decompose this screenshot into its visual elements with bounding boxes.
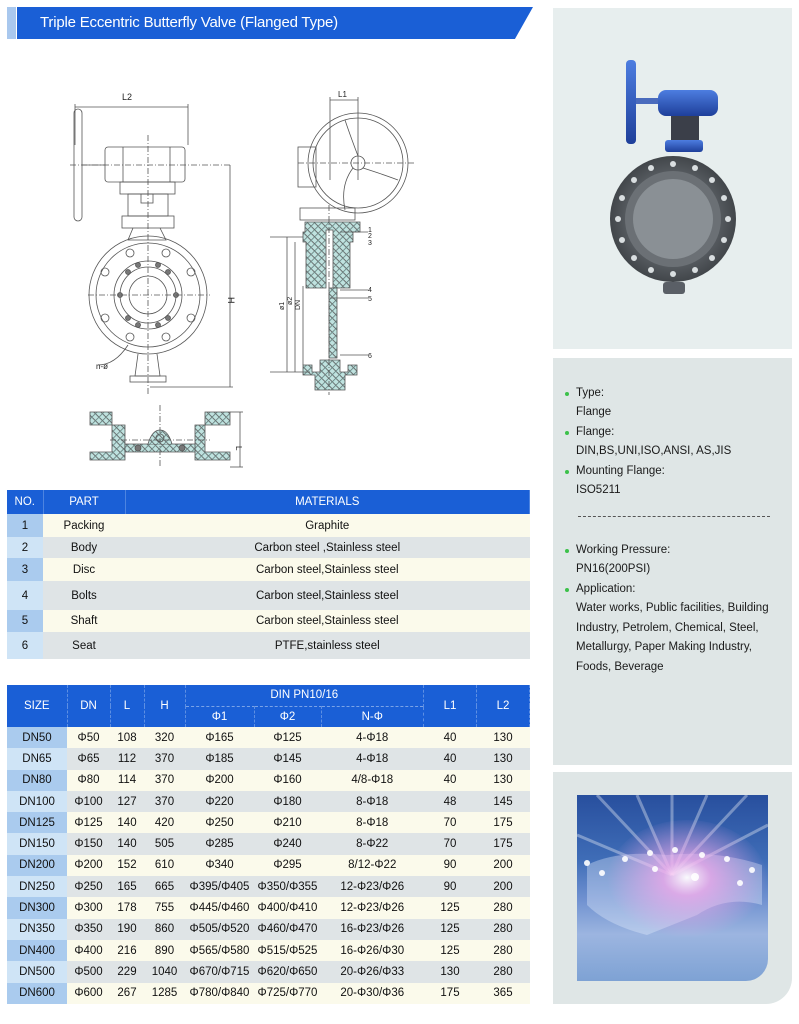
part-material: Carbon steel ,Stainless steel — [125, 537, 530, 558]
cell-size: DN300 — [7, 897, 67, 918]
part-no: 4 — [7, 581, 43, 610]
cell-phi1: Φ670/Φ715 — [185, 961, 254, 982]
table-row — [7, 961, 530, 982]
cell-l2: 145 — [477, 791, 530, 812]
cell-l1: 70 — [424, 812, 477, 833]
header-dn: DN — [67, 685, 110, 727]
callout-1: 1 — [368, 227, 372, 234]
part-material: Carbon steel,Stainless steel — [125, 581, 530, 610]
cell-dn: Φ125 — [67, 812, 110, 833]
spec-label: Flange: — [576, 426, 615, 438]
product-photo-panel — [553, 8, 792, 349]
cell-dn: Φ250 — [67, 876, 110, 897]
cell-size: DN500 — [7, 961, 67, 982]
spec-label: Working Pressure: — [576, 544, 671, 556]
bullet-icon — [565, 588, 569, 592]
phi1-dim-label: ø1 — [279, 301, 286, 310]
cell-l: 165 — [110, 876, 144, 897]
part-material: Carbon steel,Stainless steel — [125, 610, 530, 632]
callout-6: 6 — [368, 353, 372, 360]
part-no: 3 — [7, 558, 43, 581]
page-title: Triple Eccentric Butterfly Valve (Flanged Type) — [40, 14, 338, 31]
cell-h: 370 — [144, 770, 185, 791]
cell-phi2: Φ125 — [254, 727, 321, 748]
cell-l: 178 — [110, 897, 144, 918]
parts-materials-table — [7, 490, 530, 659]
cell-dn: Φ350 — [67, 919, 110, 940]
table-row — [7, 919, 530, 940]
cell-l1: 40 — [424, 770, 477, 791]
part-material: Graphite — [125, 514, 530, 537]
cell-dn: Φ600 — [67, 983, 110, 1004]
header-n-phi: N-Φ — [321, 706, 424, 727]
cell-l2: 175 — [477, 812, 530, 833]
bullet-icon — [565, 431, 569, 435]
cell-size: DN250 — [7, 876, 67, 897]
header-materials: MATERIALS — [125, 490, 530, 514]
cell-phi2: Φ725/Φ770 — [254, 983, 321, 1004]
l1-dim-label: L1 — [338, 90, 347, 99]
cell-phi2: Φ350/Φ355 — [254, 876, 321, 897]
part-name: Bolts — [43, 581, 125, 610]
spec-label: Mounting Flange: — [576, 465, 665, 477]
cell-dn: Φ65 — [67, 748, 110, 769]
part-name: Shaft — [43, 610, 125, 632]
cell-n-phi: 4-Φ18 — [321, 727, 424, 748]
world-network-graphic — [577, 795, 768, 981]
cell-dn: Φ150 — [67, 833, 110, 854]
cell-size: DN65 — [7, 748, 67, 769]
cell-phi1: Φ250 — [185, 812, 254, 833]
cell-phi2: Φ295 — [254, 855, 321, 876]
cell-n-phi: 12-Φ23/Φ26 — [321, 897, 424, 918]
cell-l1: 90 — [424, 855, 477, 876]
header-l2: L2 — [477, 685, 530, 727]
cell-n-phi: 4-Φ18 — [321, 748, 424, 769]
cell-n-phi: 12-Φ23/Φ26 — [321, 876, 424, 897]
cell-l2: 200 — [477, 855, 530, 876]
header-no: NO. — [7, 490, 43, 514]
cell-l2: 130 — [477, 770, 530, 791]
dn-dim-label: DN — [295, 299, 302, 310]
front-view-drawing — [60, 85, 260, 400]
cell-size: DN600 — [7, 983, 67, 1004]
table-row — [7, 876, 530, 897]
header-l: L — [110, 685, 144, 727]
cell-h: 890 — [144, 940, 185, 961]
cell-h: 610 — [144, 855, 185, 876]
cell-l: 216 — [110, 940, 144, 961]
cell-l1: 70 — [424, 833, 477, 854]
part-no: 2 — [7, 537, 43, 558]
bullet-icon — [565, 392, 569, 396]
table-row — [7, 770, 530, 791]
l-dim-label: L — [234, 446, 243, 451]
cell-l2: 280 — [477, 961, 530, 982]
cell-phi2: Φ515/Φ525 — [254, 940, 321, 961]
cell-phi2: Φ160 — [254, 770, 321, 791]
phi2-dim-label: ø2 — [287, 296, 294, 305]
table-row — [7, 581, 530, 610]
cell-l1: 48 — [424, 791, 477, 812]
cell-l2: 130 — [477, 727, 530, 748]
spec-value: Flange — [576, 406, 612, 418]
spec-label: Application: — [576, 583, 636, 595]
bolt-hole-label: n-ø — [96, 362, 108, 371]
cell-n-phi: 16-Φ26/Φ30 — [321, 940, 424, 961]
cell-l1: 125 — [424, 940, 477, 961]
part-no: 6 — [7, 632, 43, 659]
part-name: Disc — [43, 558, 125, 581]
cell-phi1: Φ565/Φ580 — [185, 940, 254, 961]
table-row — [7, 558, 530, 581]
cell-phi1: Φ505/Φ520 — [185, 919, 254, 940]
cell-size: DN350 — [7, 919, 67, 940]
cell-h: 320 — [144, 727, 185, 748]
header-phi1: Φ1 — [185, 706, 254, 727]
cell-phi1: Φ340 — [185, 855, 254, 876]
cell-size: DN200 — [7, 855, 67, 876]
cell-n-phi: 16-Φ23/Φ26 — [321, 919, 424, 940]
spec-value: PN16(200PSI) — [576, 563, 651, 575]
header-size: SIZE — [7, 685, 67, 727]
cell-phi1: Φ395/Φ405 — [185, 876, 254, 897]
table-row — [7, 940, 530, 961]
cell-dn: Φ80 — [67, 770, 110, 791]
cell-l: 140 — [110, 812, 144, 833]
cell-phi1: Φ220 — [185, 791, 254, 812]
cell-h: 370 — [144, 791, 185, 812]
part-material: PTFE,stainless steel — [125, 632, 530, 659]
table-row — [7, 727, 530, 748]
table-row — [7, 537, 530, 558]
cell-h: 860 — [144, 919, 185, 940]
header-h: H — [144, 685, 185, 727]
part-no: 1 — [7, 514, 43, 537]
cell-phi2: Φ400/Φ410 — [254, 897, 321, 918]
cell-size: DN50 — [7, 727, 67, 748]
cell-h: 1285 — [144, 983, 185, 1004]
cell-phi2: Φ620/Φ650 — [254, 961, 321, 982]
table-row — [7, 983, 530, 1004]
cell-phi1: Φ185 — [185, 748, 254, 769]
title-accent-strip — [7, 7, 16, 39]
cell-h: 665 — [144, 876, 185, 897]
cell-l1: 40 — [424, 727, 477, 748]
callout-4: 4 — [368, 287, 372, 294]
cell-n-phi: 8-Φ18 — [321, 791, 424, 812]
cell-n-phi: 8-Φ18 — [321, 812, 424, 833]
cell-phi1: Φ780/Φ840 — [185, 983, 254, 1004]
bullet-icon — [565, 549, 569, 553]
dimensions-table — [7, 685, 530, 1004]
cell-l: 229 — [110, 961, 144, 982]
cell-l: 112 — [110, 748, 144, 769]
cell-l: 267 — [110, 983, 144, 1004]
cell-l2: 280 — [477, 919, 530, 940]
table-row — [7, 748, 530, 769]
table-row — [7, 812, 530, 833]
table-row — [7, 610, 530, 632]
callout-5: 5 — [368, 296, 372, 303]
part-material: Carbon steel,Stainless steel — [125, 558, 530, 581]
cell-l1: 130 — [424, 961, 477, 982]
cell-h: 370 — [144, 748, 185, 769]
table-row — [7, 897, 530, 918]
cell-h: 420 — [144, 812, 185, 833]
table-row — [7, 855, 530, 876]
cell-phi1: Φ445/Φ460 — [185, 897, 254, 918]
cell-l: 127 — [110, 791, 144, 812]
cell-l1: 125 — [424, 897, 477, 918]
cell-size: DN400 — [7, 940, 67, 961]
cell-n-phi: 20-Φ30/Φ36 — [321, 983, 424, 1004]
cell-dn: Φ50 — [67, 727, 110, 748]
cell-size: DN150 — [7, 833, 67, 854]
cell-h: 505 — [144, 833, 185, 854]
table-row — [7, 791, 530, 812]
cell-l: 114 — [110, 770, 144, 791]
cell-n-phi: 20-Φ26/Φ33 — [321, 961, 424, 982]
specifications-panel — [553, 358, 792, 765]
part-name: Seat — [43, 632, 125, 659]
cell-h: 755 — [144, 897, 185, 918]
cell-l2: 130 — [477, 748, 530, 769]
application-text: Water works, Public facilities, Building Industry, Petrolem, Chemical, Steel, Metallurgy, Paper Making Industry, Foods, Beverage — [576, 602, 769, 673]
bullet-icon — [565, 470, 569, 474]
cell-l2: 280 — [477, 940, 530, 961]
spec-value: DIN,BS,UNI,ISO,ANSI, AS,JIS — [576, 445, 732, 457]
divider — [578, 516, 770, 517]
spec-value: ISO5211 — [576, 484, 621, 496]
table-row — [7, 632, 530, 659]
cell-size: DN100 — [7, 791, 67, 812]
cell-l1: 90 — [424, 876, 477, 897]
cell-l: 140 — [110, 833, 144, 854]
header-l1: L1 — [424, 685, 477, 727]
cell-l1: 125 — [424, 919, 477, 940]
cell-phi2: Φ210 — [254, 812, 321, 833]
cell-l2: 280 — [477, 897, 530, 918]
cell-l: 108 — [110, 727, 144, 748]
callout-2: 2 — [368, 233, 372, 240]
table-row — [7, 833, 530, 854]
cell-size: DN125 — [7, 812, 67, 833]
spec-label: Type: — [576, 387, 605, 399]
section-view-drawing — [80, 405, 260, 470]
height-dim-label: H — [226, 297, 236, 304]
cell-dn: Φ400 — [67, 940, 110, 961]
cell-dn: Φ100 — [67, 791, 110, 812]
part-name: Body — [43, 537, 125, 558]
part-name: Packing — [43, 514, 125, 537]
cell-l1: 40 — [424, 748, 477, 769]
l2-dim-label: L2 — [122, 92, 133, 102]
cell-n-phi: 8/12-Φ22 — [321, 855, 424, 876]
cell-phi1: Φ200 — [185, 770, 254, 791]
cell-l: 190 — [110, 919, 144, 940]
cell-l2: 200 — [477, 876, 530, 897]
header-part: PART — [43, 490, 125, 514]
cell-l2: 365 — [477, 983, 530, 1004]
valve-photo — [553, 8, 792, 349]
header-phi2: Φ2 — [254, 706, 321, 727]
cell-dn: Φ300 — [67, 897, 110, 918]
cell-phi1: Φ165 — [185, 727, 254, 748]
side-view-drawing — [265, 85, 415, 395]
cell-dn: Φ500 — [67, 961, 110, 982]
part-no: 5 — [7, 610, 43, 632]
cell-n-phi: 8-Φ22 — [321, 833, 424, 854]
cell-phi2: Φ460/Φ470 — [254, 919, 321, 940]
cell-l2: 175 — [477, 833, 530, 854]
cell-phi1: Φ285 — [185, 833, 254, 854]
callout-3: 3 — [368, 240, 372, 247]
title-banner — [7, 7, 533, 39]
table-row — [7, 514, 530, 537]
cell-l1: 175 — [424, 983, 477, 1004]
cell-size: DN80 — [7, 770, 67, 791]
cell-l: 152 — [110, 855, 144, 876]
cell-phi2: Φ240 — [254, 833, 321, 854]
header-din-group: DIN PN10/16 — [185, 685, 424, 706]
cell-dn: Φ200 — [67, 855, 110, 876]
cell-h: 1040 — [144, 961, 185, 982]
cell-n-phi: 4/8-Φ18 — [321, 770, 424, 791]
cell-phi2: Φ145 — [254, 748, 321, 769]
cell-phi2: Φ180 — [254, 791, 321, 812]
